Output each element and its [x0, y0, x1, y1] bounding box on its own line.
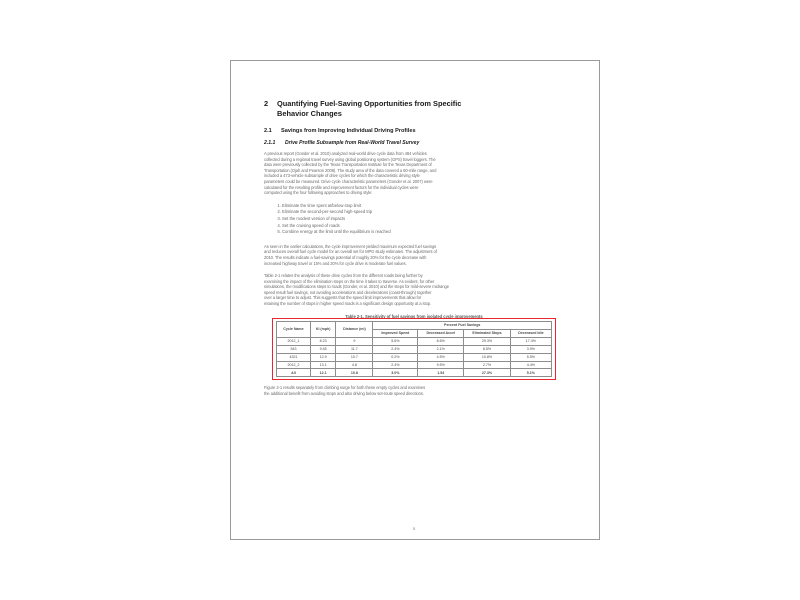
section-heading-1 [264, 99, 564, 119]
list-item: 1. Eliminate the time spent at/below stop limit [282, 203, 564, 210]
table-row [277, 345, 552, 353]
list-item: 3. Set the modest version of impacts [282, 216, 564, 223]
subsubsection-title: Drive Profile Subsample from Real-World Travel Survey [285, 140, 420, 146]
list-item: 4. Set the cruising speed of roads [282, 223, 564, 230]
cell: 4.5% [418, 353, 464, 361]
cell: 4.4% [510, 361, 551, 369]
subsection-title: Savings from Improving Individual Driving Profiles [281, 128, 416, 134]
cell: 4.8 [336, 361, 373, 369]
cell: 2.4% [373, 361, 418, 369]
cell: 10.8 [336, 369, 373, 377]
cell: 1.54 [418, 369, 464, 377]
cell: 3.9% [510, 345, 551, 353]
paragraph-1 [264, 151, 564, 196]
paragraph-line: Transportation (Ojah and Pearson 2008). The study area of the data covered a 60-mile range, and [264, 167, 437, 173]
col-kl: Kl (mph) [310, 321, 335, 337]
section-heading-3 [264, 140, 564, 146]
cell: 29.3% [464, 337, 511, 345]
paragraph-line: included a 473-vehicle subsample of drive cycles for which the characteristic driving style [264, 173, 420, 179]
paragraph-line: the additional benefit from avoiding stops and also driving below set-route speed directions. [264, 391, 424, 397]
cell: 2012_1 [277, 337, 311, 345]
cell: 27.3% [464, 369, 511, 377]
col-distance: Distance (mi) [336, 321, 373, 337]
cell: 5.5% [510, 353, 551, 361]
paragraph-line: computed using the four following approaches to driving style: [264, 190, 373, 196]
paragraph-line: 2010. The results indicate a fuel-savings potential of roughly 20% for the cycle decrease with [264, 254, 427, 260]
table-caption: Table 2-1. Sensitivity of fuel savings from isolated cycle improvements [345, 313, 483, 319]
cell: 9.45 [310, 345, 335, 353]
cell: 9.5% [418, 361, 464, 369]
paragraph-line: data were previously collected by the Texas Transportation Institute for the Texas Department of [264, 162, 432, 168]
table-row [277, 361, 552, 369]
cell: 3.0% [373, 369, 418, 377]
paragraph-line: simulations, the modifications steps to roads (Gonder, et al. 2010) and the steps for mild-severe midrange [264, 284, 449, 290]
cell: 12.1 [310, 369, 335, 377]
paragraph-line: As seen in the earlier calculations, the cycle improvement yielded maximum expected fuel savings [264, 243, 437, 249]
col-cycle-name: Cycle Name [277, 321, 311, 337]
cell: 17.4% [510, 337, 551, 345]
paragraph-line: and reduces overall fuel cycle model for an overall set for MPG study estimates. The adjustment of [264, 249, 437, 255]
fuel-savings-table [276, 321, 552, 378]
table-row [277, 337, 552, 345]
paragraph-line: retaining the number of stops in higher speed roads is a significant design opportunity at a stop. [264, 301, 432, 307]
cell: 13.1 [310, 361, 335, 369]
figure-caption [264, 385, 564, 396]
cell: 4321 [277, 353, 311, 361]
list-item: 5. Combine energy at the limit until the equilibrium is reached [282, 229, 564, 236]
cell: 8.5% [464, 345, 511, 353]
paragraph-line: over a larger time to adjust. This suggests that the speed limit improvements that allow for [264, 295, 422, 301]
table-header-group-row [277, 321, 552, 329]
cell: 2.7% [464, 361, 511, 369]
numbered-step-list [264, 203, 564, 236]
page-content [264, 99, 564, 531]
section-title-line1: Quantifying Fuel-Saving Opportunities from Specific [277, 99, 462, 108]
subsubsection-number: 2.1.1 [264, 140, 276, 146]
paragraph-3 [264, 273, 564, 307]
cell: 5.1% [510, 369, 551, 377]
table-region [276, 321, 552, 378]
cell: 2.1% [418, 345, 464, 353]
paragraph-line: examining the impact of the elimination steps on the time it takes to traverse. As evident, for other [264, 278, 435, 284]
paragraph-line: speed result fuel savings, not avoiding accelerations and decelerations (coast-through) together [264, 289, 432, 295]
cell: 2.4% [373, 345, 418, 353]
section-title-line2: Behavior Changes [277, 109, 342, 118]
cell: 8.23 [310, 337, 335, 345]
cell: 5.6% [373, 337, 418, 345]
paragraph-line: calculated for the resulting profile and improvement factors for the individual cycles were [264, 184, 419, 190]
cell: 9 [336, 337, 373, 345]
paragraph-line: A previous report (Gonder et al. 2010) analyzed real-world drive cycle data from 484 vehicles [264, 151, 427, 156]
col-decreased-accel: Decreased Accel [418, 329, 464, 337]
cell: 12.9 [310, 353, 335, 361]
col-group-percent-fuel-savings: Percent Fuel Savings [373, 321, 552, 329]
cell: 8.6% [418, 337, 464, 345]
list-item: 2. Eliminate the second-per-second high-speed trip [282, 209, 564, 216]
cell: 11.7 [336, 345, 373, 353]
paragraph-2 [264, 244, 564, 266]
cell: 0.2% [373, 353, 418, 361]
cell: 10.7 [336, 353, 373, 361]
section-number: 2 [264, 99, 269, 108]
cell: 543 [277, 345, 311, 353]
subsection-number: 2.1 [264, 128, 272, 134]
page-number: 5 [412, 526, 416, 531]
table-row [277, 353, 552, 361]
cell: 2012_2 [277, 361, 311, 369]
document-page [230, 60, 600, 540]
paragraph-line: Figure 2-1 results separately from climbing surge for both these empty cycles and examines [264, 385, 426, 391]
section-heading-2 [264, 128, 564, 134]
table-row-total [277, 369, 552, 377]
paragraph-line: collected during a regional travel survey using global positioning system (GPS) travel loggers. The [264, 156, 436, 162]
cell: 10.8% [464, 353, 511, 361]
paragraph-line: parameters could be measured. Drive cycle characteristic parameters (Gonder et al. 2007) were [264, 178, 433, 184]
paragraph-line: increased highway travel or 15% and 20% for cycle drive is moderate fuel values. [264, 260, 407, 266]
col-improved-speed: Improved Speed [373, 329, 418, 337]
cell: All [277, 369, 311, 377]
col-decreased-idle: Decreased Idle [510, 329, 551, 337]
paragraph-line: Table 2-1 relates the analysis of these drive cycles from the different roads being further by [264, 273, 423, 279]
col-eliminated-stops: Eliminated Stops [464, 329, 511, 337]
